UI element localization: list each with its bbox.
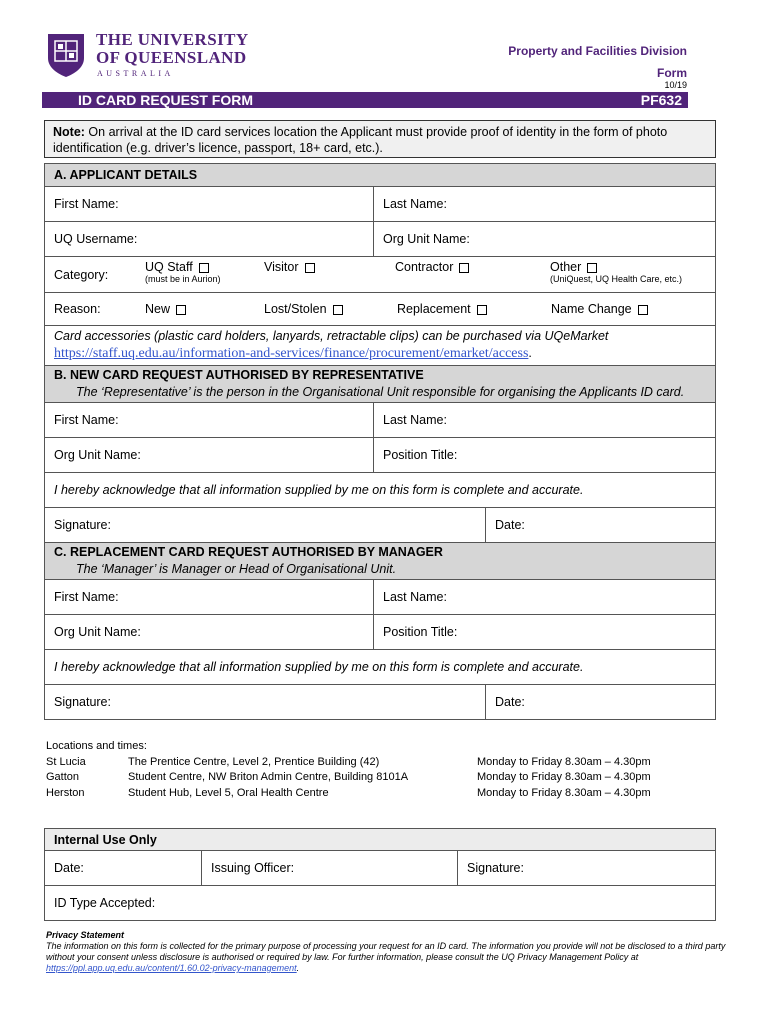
c-org-unit-field[interactable] [45,615,373,649]
accessories-text: Card accessories (plastic card holders, lanyards, retractable clips) can be purchased via UQeMarket [54,329,609,343]
b-position-field[interactable] [374,438,457,472]
reason-lost [264,302,343,316]
privacy-link[interactable]: https://ppl.app.uq.edu.au/content/1.60.02-privacy-management [46,963,297,973]
a-last-name-field[interactable] [374,187,447,221]
section-c-sign-row [44,685,716,720]
section-a-heading: A. APPLICANT DETAILS [54,168,198,182]
university-crest-icon [46,32,86,78]
uq-staff-label: UQ Staff [145,260,193,274]
contractor-label: Contractor [395,260,454,274]
location-campus: Gatton [46,771,80,783]
reason-replacement [397,302,487,316]
accessories-row [44,326,716,366]
internal-date-field[interactable] [45,851,201,885]
new-checkbox[interactable] [176,305,186,315]
other-note: (UniQuest, UQ Health Care, etc.) [550,274,683,284]
section-a-name-row [44,187,716,222]
privacy-text: The information on this form is collected for the primary purpose of processing your request for an ID card. The information you provide will not be disclosed to a third party without your consent unless disclosure is authorised or required by law. For further information, please consult the UQ Privacy Management Policy at [46,941,726,962]
section-a-category-row [44,257,716,293]
privacy-heading: Privacy Statement [46,930,125,940]
section-c-subheading: The ‘Manager’ is Manager or Head of Organisational Unit. [76,562,397,576]
section-c-name-row [44,580,716,615]
internal-heading: Internal Use Only [54,832,157,847]
b-signature-label: Signature: [54,518,111,532]
location-hours: Monday to Friday 8.30am – 4.30pm [477,787,651,799]
internal-row [44,851,716,886]
section-b-org-row [44,438,716,473]
category-other [550,260,682,284]
contractor-checkbox[interactable] [459,263,469,273]
note-text: On arrival at the ID card services location the Applicant must provide proof of identity in the form of photo identification (e.g. driver’s licence, passport, 18+ card, etc.). [53,125,668,155]
c-first-name-field[interactable] [45,580,373,614]
category-label: Category: [54,267,109,282]
issuing-officer-label: Issuing Officer: [211,861,295,875]
section-b-heading: B. NEW CARD REQUEST AUTHORISED BY REPRESENTATIVE [54,368,424,382]
b-acknowledge-text: I hereby acknowledge that all information supplied by me on this form is complete and accurate. [54,483,584,497]
form-date: 10/19 [664,80,687,90]
reason-label: Reason: [54,302,101,316]
a-org-unit-field[interactable] [374,222,470,256]
location-place: Student Hub, Level 5, Oral Health Centre [128,787,329,799]
b-first-name-label: First Name: [54,413,119,427]
id-type-row [44,886,716,921]
c-last-name-label: Last Name: [383,590,447,604]
section-a-header [44,163,716,187]
form-label: Form [657,66,687,80]
new-label: New [145,302,171,316]
a-first-name-label: First Name: [54,197,119,211]
c-date-label: Date: [495,695,525,709]
internal-signature-label: Signature: [467,861,524,875]
c-position-label: Position Title: [383,625,458,639]
category-contractor [395,260,469,274]
a-username-field[interactable] [45,222,373,256]
title-bar [42,92,688,108]
privacy-end: . [296,963,300,973]
name-change-checkbox[interactable] [638,305,648,315]
replacement-label: Replacement [397,302,471,316]
uq-staff-note: (must be in Aurion) [145,274,221,284]
a-first-name-field[interactable] [45,187,373,221]
b-first-name-field[interactable] [45,403,373,437]
b-org-unit-label: Org Unit Name: [54,448,141,462]
reason-new [145,302,186,316]
c-acknowledge-text: I hereby acknowledge that all information supplied by me on this form is complete and accurate. [54,660,584,674]
university-name-line3: AUSTRALIA [97,69,174,78]
visitor-label: Visitor [264,260,299,274]
b-last-name-field[interactable] [374,403,447,437]
a-username-label: UQ Username: [54,232,138,246]
university-name-line2: OF QUEENSLAND [96,48,247,67]
location-place: Student Centre, NW Briton Admin Centre, Building 8101A [128,771,409,783]
internal-header [44,828,716,851]
location-hours: Monday to Friday 8.30am – 4.30pm [477,771,651,783]
issuing-officer-field[interactable] [202,851,457,885]
location-hours: Monday to Friday 8.30am – 4.30pm [477,756,651,768]
accessories-end: . [528,346,532,360]
a-last-name-label: Last Name: [383,197,447,211]
emarket-link[interactable]: https://staff.uq.edu.au/information-and-services/finance/procurement/emarket/access [54,346,529,361]
section-b-name-row [44,403,716,438]
name-change-label: Name Change [551,302,632,316]
section-c-ack-row [44,650,716,685]
other-label: Other [550,260,582,274]
location-campus: Herston [46,787,85,799]
reason-name-change [551,302,648,316]
form-code: PF632 [640,92,682,108]
internal-signature-field[interactable] [458,851,524,885]
b-date-label: Date: [495,518,525,532]
privacy-statement [46,930,726,974]
b-position-label: Position Title: [383,448,458,462]
section-b-sign-row [44,508,716,543]
section-a-reason-row [44,293,716,326]
category-visitor [264,260,315,274]
c-org-unit-label: Org Unit Name: [54,625,141,639]
locations-heading: Locations and times: [46,740,147,752]
replacement-checkbox[interactable] [477,305,487,315]
internal-date-label: Date: [54,861,84,875]
id-type-field[interactable] [45,886,155,920]
id-type-label: ID Type Accepted: [54,896,156,910]
section-a-username-row [44,222,716,257]
uq-staff-checkbox[interactable] [199,263,209,273]
division-name: Property and Facilities Division [508,44,687,58]
section-b-subheading: The ‘Representative’ is the person in the Organisational Unit responsible for organising the Applicants ID card. [76,385,685,399]
section-c-heading: C. REPLACEMENT CARD REQUEST AUTHORISED BY MANAGER [54,545,443,559]
visitor-checkbox[interactable] [305,263,315,273]
section-c-header [44,543,716,580]
lost-stolen-checkbox[interactable] [333,305,343,315]
c-position-field[interactable] [374,615,457,649]
a-org-unit-label: Org Unit Name: [383,232,470,246]
c-signature-field[interactable] [45,685,485,719]
b-last-name-label: Last Name: [383,413,447,427]
b-org-unit-field[interactable] [45,438,373,472]
note-bold: Note: [53,125,85,139]
location-place: The Prentice Centre, Level 2, Prentice Building (42) [128,756,380,768]
category-uq-staff [145,260,221,284]
c-last-name-field[interactable] [374,580,447,614]
form-title: ID CARD REQUEST FORM [78,92,253,108]
section-c-org-row [44,615,716,650]
c-signature-label: Signature: [54,695,111,709]
section-b-ack-row [44,473,716,508]
c-first-name-label: First Name: [54,590,119,604]
university-name-line1: THE UNIVERSITY [96,30,249,49]
other-checkbox[interactable] [587,263,597,273]
lost-stolen-label: Lost/Stolen [264,302,327,316]
location-campus: St Lucia [46,756,86,768]
b-signature-field[interactable] [45,508,485,542]
b-date-field[interactable] [486,508,525,542]
note-box [44,120,716,158]
c-date-field[interactable] [486,685,525,719]
section-b-header [44,366,716,403]
